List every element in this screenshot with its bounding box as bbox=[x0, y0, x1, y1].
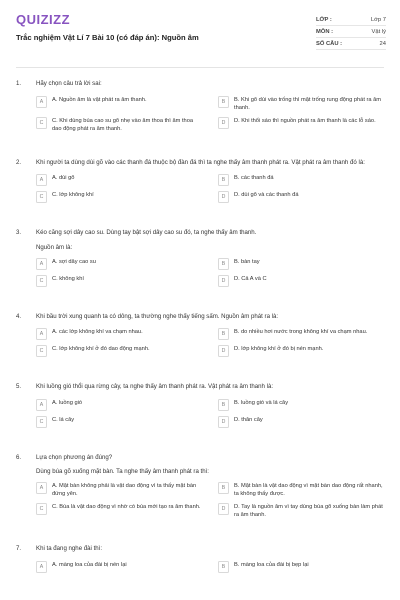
answer-option[interactable] bbox=[218, 561, 384, 573]
option-text: D. thân cây bbox=[234, 416, 263, 423]
option-letter-box: A bbox=[36, 399, 47, 411]
question-number: 4. bbox=[16, 312, 22, 320]
question-block bbox=[16, 545, 384, 573]
answer-option[interactable] bbox=[218, 275, 384, 287]
option-text: C. lớp không khí bbox=[52, 192, 94, 198]
quiz-meta bbox=[316, 14, 386, 50]
answer-option[interactable] bbox=[218, 328, 384, 340]
meta-row-class bbox=[316, 14, 386, 26]
option-letter-box: C bbox=[36, 275, 47, 287]
answer-option[interactable] bbox=[36, 117, 202, 133]
option-letter-box: B bbox=[218, 482, 229, 494]
option-text: B. Mặt bàn là vật dao động vì mặt bàn dao động rất nhanh, ta không thấy được. bbox=[234, 483, 383, 497]
option-letter-box: D bbox=[218, 275, 229, 287]
question-subtext: Dùng búa gõ xuống mặt bàn. Ta nghe thấy âm thanh phát ra thì: bbox=[36, 468, 210, 475]
option-letter-box: B bbox=[218, 399, 229, 411]
answer-options bbox=[16, 96, 384, 133]
answer-option[interactable] bbox=[36, 482, 202, 498]
meta-row-subject bbox=[316, 26, 386, 38]
quiz-header bbox=[0, 0, 400, 56]
meta-key: SỐ CÂU : bbox=[316, 40, 343, 47]
option-letter-box: B bbox=[218, 96, 229, 108]
option-letter-box: A bbox=[36, 328, 47, 340]
option-text: C. Khi dùng búa cao su gõ nhẹ vào âm thoa thì âm thoa dao động phát ra âm thanh. bbox=[52, 117, 194, 132]
question-text: Khi người ta dùng dùi gõ vào các thanh đá thuộc bộ đàn đá thì ta nghe thấy âm thanh phát ra. Vật phát ra âm thanh đó là: bbox=[36, 158, 365, 166]
question-block bbox=[16, 454, 384, 520]
option-text: A. Nguồn âm là vật phát ra âm thanh. bbox=[52, 96, 147, 103]
option-letter-box: D bbox=[218, 345, 229, 357]
question-number: 6. bbox=[16, 453, 22, 461]
option-text: A. sợi dây cao su bbox=[52, 258, 96, 265]
answer-options bbox=[16, 399, 384, 428]
option-text: C. không khí bbox=[52, 275, 84, 282]
option-letter-box: C bbox=[36, 191, 47, 203]
answer-option[interactable] bbox=[218, 96, 384, 112]
option-letter-box: A bbox=[36, 174, 47, 186]
meta-value: Vật lý bbox=[371, 28, 386, 35]
option-text: B. Khi gõ dùi vào trống thì mặt trống rung động phát ra âm thanh. bbox=[234, 96, 382, 111]
question-block bbox=[16, 229, 384, 287]
question-number: 7. bbox=[16, 545, 22, 552]
option-letter-box: B bbox=[218, 328, 229, 340]
answer-option[interactable] bbox=[36, 191, 202, 203]
question-header bbox=[16, 159, 384, 168]
answer-option[interactable] bbox=[36, 328, 202, 340]
answer-options bbox=[16, 258, 384, 287]
meta-key: MÔN : bbox=[316, 28, 334, 35]
answer-option[interactable] bbox=[36, 416, 202, 428]
question-block bbox=[16, 383, 384, 428]
question-header bbox=[16, 383, 384, 392]
option-text: D. Tay là nguồn âm vì tay dùng búa gõ xuống bàn làm phát ra âm thanh. bbox=[234, 504, 383, 518]
question-subtext: Nguồn âm là: bbox=[36, 243, 73, 251]
answer-option[interactable] bbox=[218, 399, 384, 411]
question-header bbox=[16, 545, 384, 554]
question-text: Khi luồng gió thổi qua rừng cây, ta nghe thấy âm thanh phát ra. Vật phát ra âm thanh là: bbox=[36, 383, 274, 390]
question-text: Khi bầu trời xung quanh ta có dông, ta thường nghe thấy tiếng sấm. Nguồn âm phát ra là: bbox=[36, 312, 279, 320]
question-number: 3. bbox=[16, 229, 22, 236]
meta-value: Lớp 7 bbox=[370, 16, 386, 23]
option-letter-box: D bbox=[218, 416, 229, 428]
answer-option[interactable] bbox=[36, 174, 202, 186]
answer-option[interactable] bbox=[218, 482, 384, 498]
option-text: C. lá cây bbox=[52, 416, 75, 423]
answer-option[interactable] bbox=[218, 117, 384, 133]
option-text: B. các thanh đá bbox=[234, 175, 274, 181]
question-block bbox=[16, 80, 384, 133]
option-letter-box: C bbox=[36, 416, 47, 428]
question-text: Hãy chọn câu trả lời sai: bbox=[36, 80, 102, 87]
option-letter-box: D bbox=[218, 117, 229, 129]
question-text: Khi ta đang nghe đài thì: bbox=[36, 545, 103, 552]
question-header bbox=[16, 229, 384, 238]
answer-option[interactable] bbox=[36, 96, 202, 112]
option-text: A. dùi gõ bbox=[52, 175, 75, 181]
answer-option[interactable] bbox=[36, 258, 202, 270]
option-letter-box: B bbox=[218, 561, 229, 573]
answer-option[interactable] bbox=[36, 561, 202, 573]
option-text: A. luồng gió bbox=[52, 399, 83, 406]
option-letter-box: A bbox=[36, 482, 47, 494]
option-text: C. Búa là vật dao động vì nhờ có búa mới tạo ra âm thanh. bbox=[52, 504, 201, 510]
option-text: D. Khi thổi sáo thì nguồn phát ra âm thanh là các lỗ sáo. bbox=[234, 117, 376, 124]
quizizz-logo[interactable]: QUIZIZZ bbox=[16, 12, 71, 27]
question-header bbox=[16, 454, 384, 463]
answer-option[interactable] bbox=[36, 275, 202, 287]
answer-option[interactable] bbox=[36, 399, 202, 411]
option-letter-box: D bbox=[218, 503, 229, 515]
question-number: 2. bbox=[16, 158, 22, 166]
option-text: D. lớp không khí ở đó bị nén mạnh. bbox=[234, 346, 324, 352]
option-letter-box: C bbox=[36, 503, 47, 515]
question-block bbox=[16, 313, 384, 358]
question-number: 5. bbox=[16, 383, 22, 390]
option-text: B. luồng gió và lá cây bbox=[234, 399, 289, 406]
option-letter-box: A bbox=[36, 258, 47, 270]
question-text: Lựa chọn phương án đúng? bbox=[36, 453, 113, 461]
answer-option[interactable] bbox=[218, 345, 384, 357]
answer-option[interactable] bbox=[218, 174, 384, 186]
answer-option[interactable] bbox=[36, 503, 202, 519]
answer-options bbox=[16, 482, 384, 519]
answer-options bbox=[16, 328, 384, 357]
answer-option[interactable] bbox=[218, 258, 384, 270]
answer-option[interactable] bbox=[218, 416, 384, 428]
option-letter-box: A bbox=[36, 96, 47, 108]
question-number: 1. bbox=[16, 80, 22, 87]
option-letter-box: B bbox=[218, 174, 229, 186]
option-text: A. Mặt bàn không phải là vật dao động vì ta thấy mặt bàn đứng yên. bbox=[52, 483, 197, 497]
question-header bbox=[16, 313, 384, 322]
question-header bbox=[16, 80, 384, 89]
header-divider bbox=[16, 67, 384, 68]
option-letter-box: D bbox=[218, 191, 229, 203]
option-letter-box: A bbox=[36, 561, 47, 573]
answer-option[interactable] bbox=[218, 503, 384, 519]
option-text: B. do nhiều hơi nước trong không khí va chạm nhau. bbox=[234, 329, 368, 335]
meta-row-count bbox=[316, 38, 386, 50]
answer-options bbox=[16, 174, 384, 203]
question-text: Kéo căng sợi dây cao su. Dùng tay bật sợi dây cao su đó, ta nghe thấy âm thanh. bbox=[36, 229, 257, 236]
option-text: A. các lớp không khí va chạm nhau. bbox=[52, 329, 143, 335]
answer-option[interactable] bbox=[36, 345, 202, 357]
meta-value: 24 bbox=[379, 40, 386, 47]
option-letter-box: B bbox=[218, 258, 229, 270]
option-text: C. lớp không khí ở đó dao động mạnh. bbox=[52, 346, 150, 352]
answer-options bbox=[16, 561, 384, 573]
question-block bbox=[16, 159, 384, 204]
option-text: A. màng loa của đài bị nén lại bbox=[52, 561, 127, 568]
option-text: B. màng loa của đài bị bẹp lại bbox=[234, 561, 309, 568]
option-text: D. dùi gõ và các thanh đá bbox=[234, 192, 299, 198]
meta-key: LỚP : bbox=[316, 16, 332, 23]
option-letter-box: C bbox=[36, 117, 47, 129]
option-text: D. Cả A và C bbox=[234, 275, 267, 282]
option-text: B. bàn tay bbox=[234, 258, 260, 265]
question-list bbox=[0, 80, 400, 573]
answer-option[interactable] bbox=[218, 191, 384, 203]
option-letter-box: C bbox=[36, 345, 47, 357]
quiz-title: Trắc nghiệm Vật Lí 7 Bài 10 (có đáp án): Nguồn âm bbox=[16, 33, 199, 42]
